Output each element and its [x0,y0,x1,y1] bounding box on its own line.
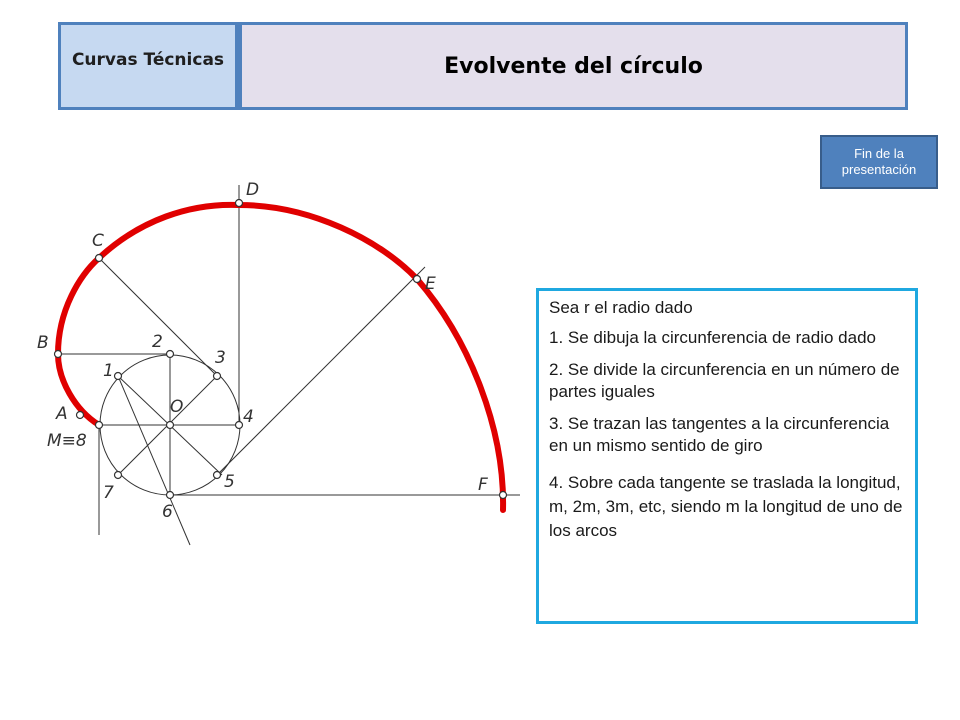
label-7: 7 [103,483,114,503]
tangent-line-3 [99,258,217,376]
label-c: C [92,231,104,251]
label-a: A [56,404,68,424]
label-2: 2 [152,332,163,352]
label-b: B [37,333,49,353]
steps-intro: Sea r el radio dado [549,298,693,317]
point-7 [115,472,122,479]
point-b [55,351,62,358]
point-3 [214,373,221,380]
label-e: E [425,274,436,294]
point-e [414,276,421,283]
label-3: 3 [215,348,226,368]
point-a [77,412,84,419]
tangent-line-5 [217,267,425,475]
labels [37,180,488,522]
step-1: 1. Se dibuja la circunferencia de radio dado [549,328,876,347]
point-4 [236,422,243,429]
point-m8 [96,422,103,429]
label-d: D [246,180,260,200]
point-d [236,200,243,207]
points [55,200,507,499]
end-presentation-label: Fin de la presentación [841,146,917,177]
step-4: 4. Sobre cada tangente se traslada la longitud, m, 2m, 3m, etc, siendo m la longitud de uno de los arcos [549,473,903,540]
steps-panel [536,288,918,624]
point-f [500,492,507,499]
step-2: 2. Se divide la circunferencia en un número de partes iguales [549,360,900,401]
label-6: 6 [162,502,173,522]
point-5 [214,472,221,479]
page-title: Evolvente del círculo [444,53,703,79]
point-6 [167,492,174,499]
point-1 [115,373,122,380]
step-3: 3. Se trazan las tangentes a la circunferencia en un mismo sentido de giro [549,414,890,455]
label-4: 4 [243,407,254,427]
label-o: O [170,397,184,417]
label-f: F [478,475,488,495]
label-5: 5 [224,472,235,492]
point-o [167,422,174,429]
involute-curve [58,205,503,510]
label-m8: M≡8 [47,431,87,451]
section-title: Curvas Técnicas [71,50,225,70]
point-c [96,255,103,262]
point-2 [167,351,174,358]
label-1: 1 [103,361,114,381]
